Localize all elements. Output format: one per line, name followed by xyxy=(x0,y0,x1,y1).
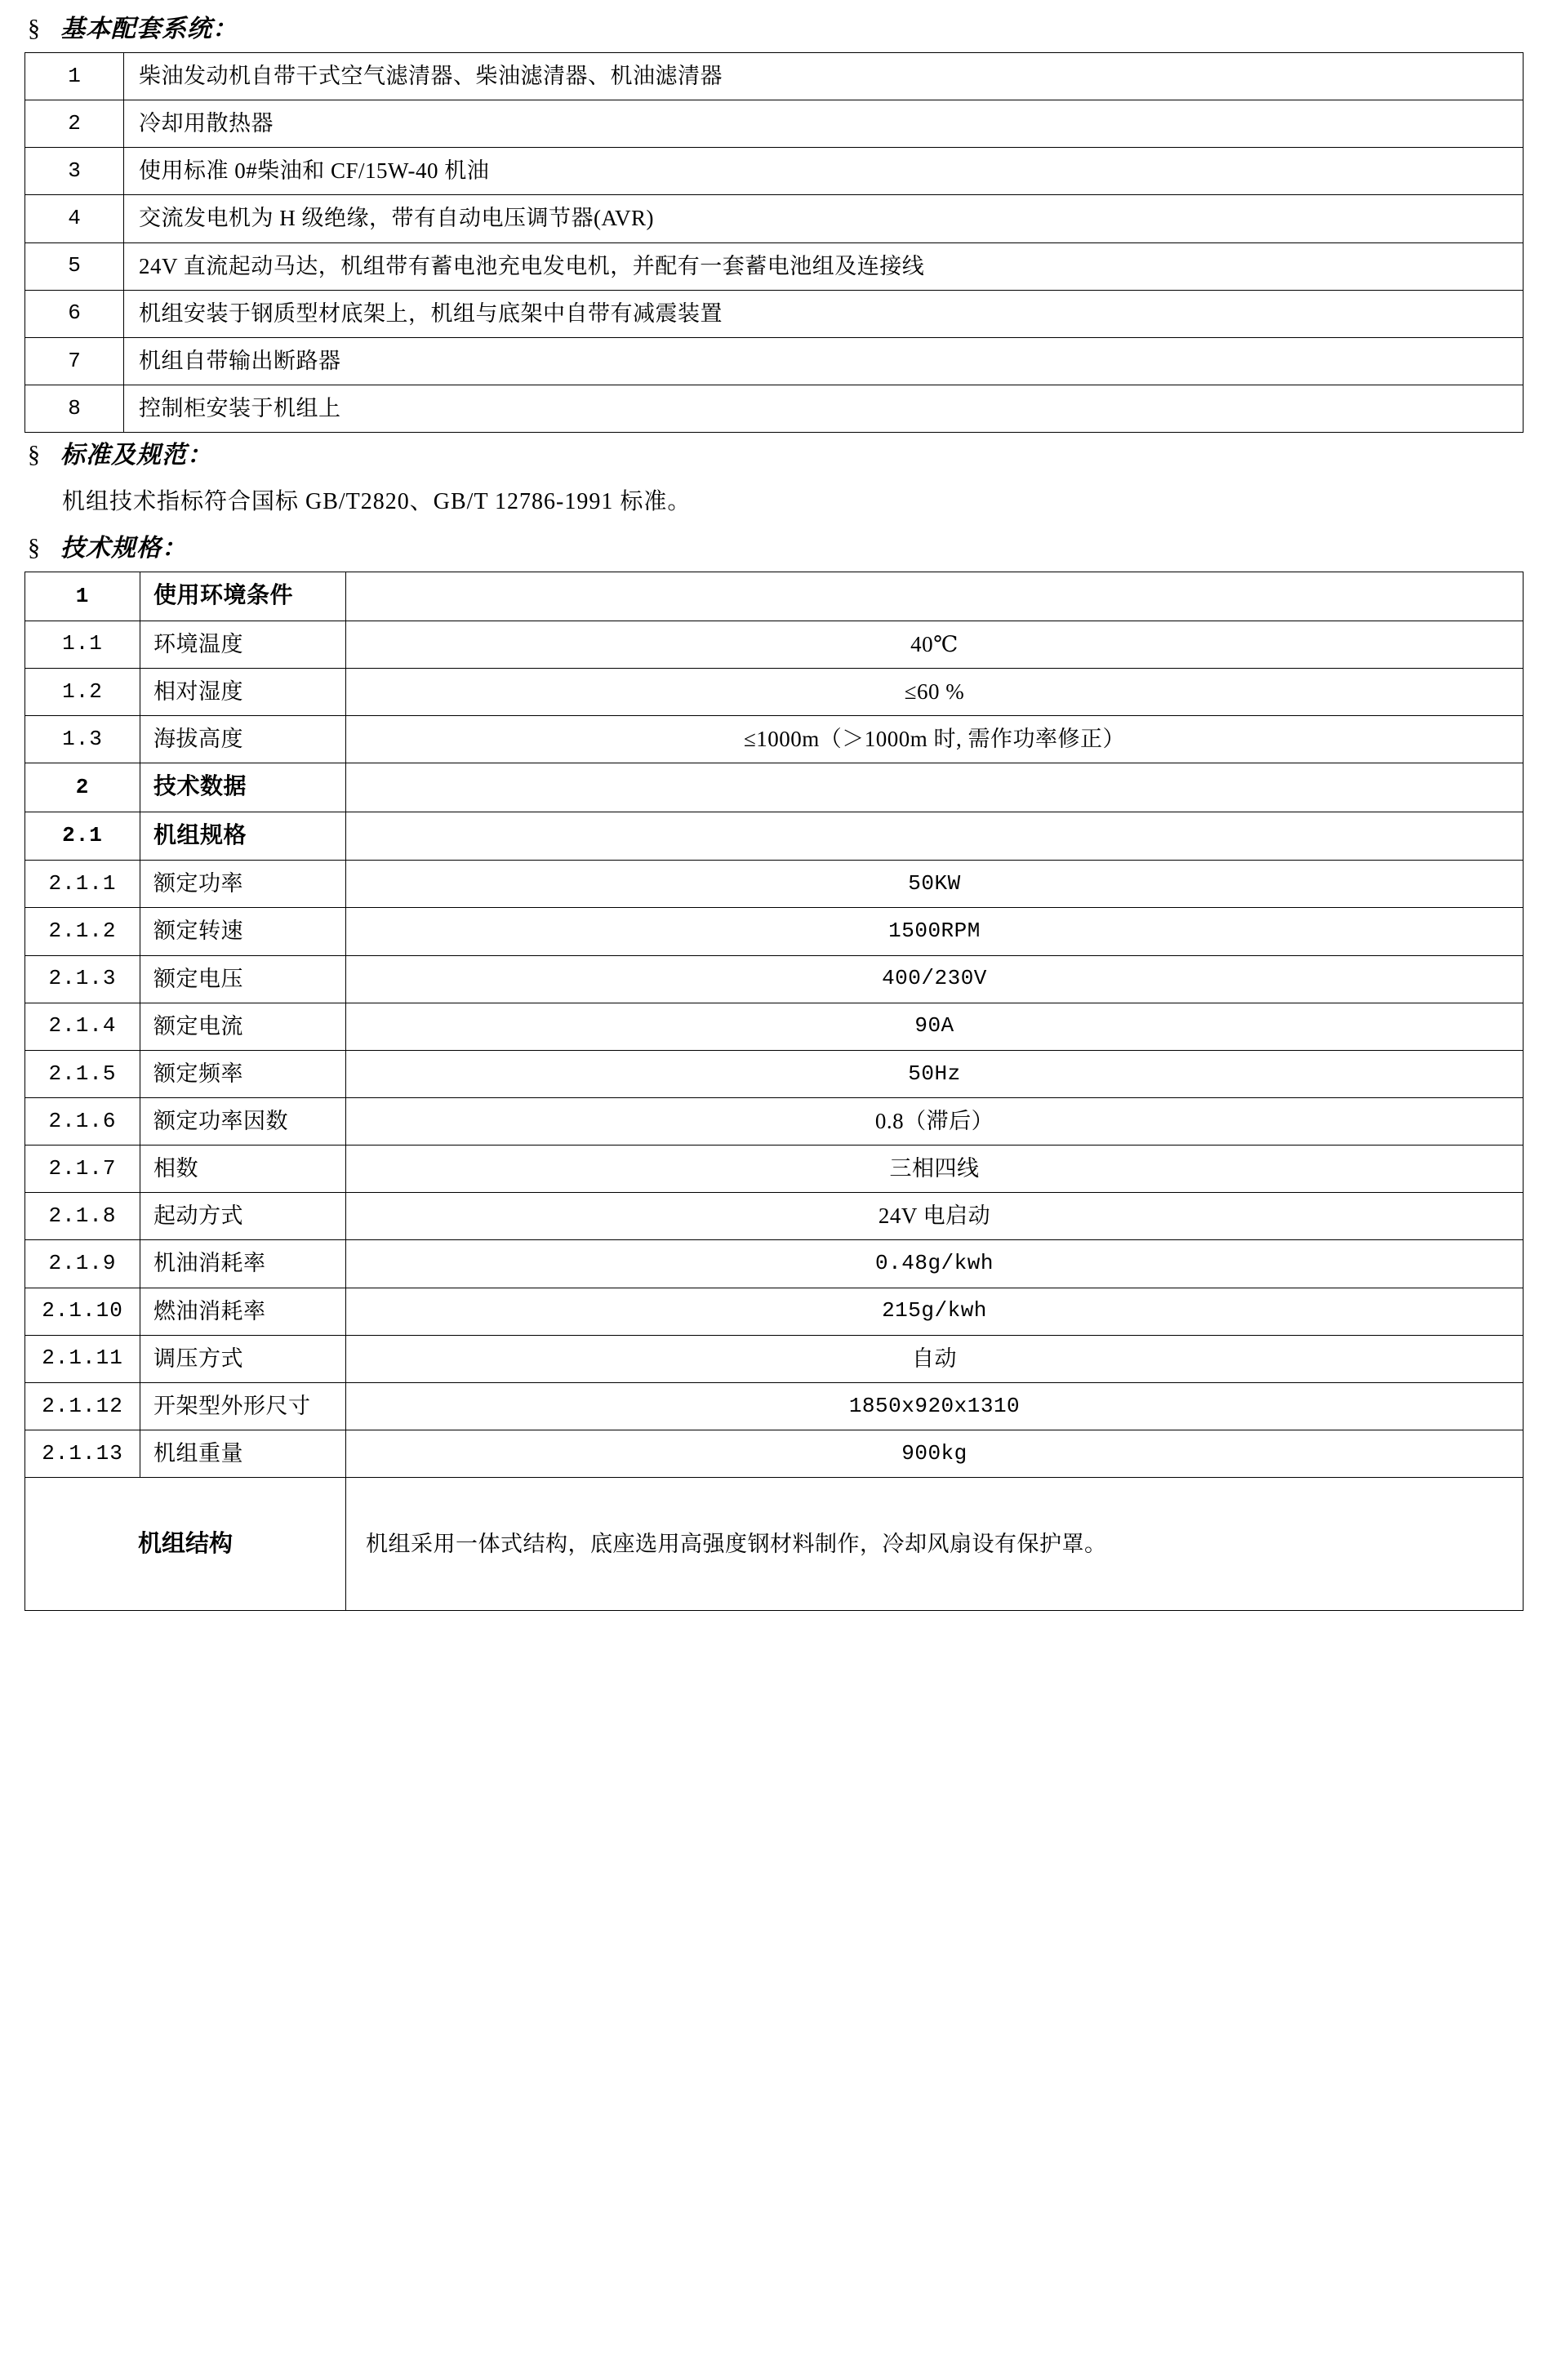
spec-value xyxy=(346,763,1524,812)
row-number: 3 xyxy=(25,148,124,195)
row-number: 4 xyxy=(25,195,124,242)
spec-value: 900kg xyxy=(346,1430,1524,1478)
row-number: 7 xyxy=(25,337,124,385)
spec-name: 海拔高度 xyxy=(140,716,346,763)
structure-text: 机组采用一体式结构，底座选用高强度钢材料制作，冷却风扇设有保护罩。 xyxy=(346,1478,1524,1611)
section-heading-basic xyxy=(24,15,1524,44)
row-text: 24V 直流起动马达，机组带有蓄电池充电发电机，并配有一套蓄电池组及连接线 xyxy=(124,242,1524,290)
spec-number: 2.1 xyxy=(25,812,140,861)
table-row xyxy=(25,621,1524,668)
spec-value: 40℃ xyxy=(346,621,1524,668)
spec-number: 2.1.6 xyxy=(25,1098,140,1146)
spec-value: 0.48g/kwh xyxy=(346,1240,1524,1288)
spec-number: 2.1.8 xyxy=(25,1193,140,1240)
spec-value: 50Hz xyxy=(346,1050,1524,1097)
table-row xyxy=(25,572,1524,621)
spec-name: 技术数据 xyxy=(140,763,346,812)
table-row xyxy=(25,1003,1524,1050)
basic-system-table xyxy=(24,52,1524,433)
spec-number: 1.2 xyxy=(25,668,140,715)
spec-name: 额定频率 xyxy=(140,1050,346,1097)
row-text: 冷却用散热器 xyxy=(124,100,1524,148)
row-number: 6 xyxy=(25,290,124,337)
spec-number: 1.3 xyxy=(25,716,140,763)
row-text: 使用标准 0#柴油和 CF/15W-40 机油 xyxy=(124,148,1524,195)
table-row xyxy=(25,1050,1524,1097)
spec-number: 2.1.10 xyxy=(25,1288,140,1335)
spec-name: 额定转速 xyxy=(140,908,346,955)
section-title-spec: 技术规格： xyxy=(60,535,187,563)
spec-name: 相对湿度 xyxy=(140,668,346,715)
table-row xyxy=(25,668,1524,715)
spec-name: 机组规格 xyxy=(140,812,346,861)
table-row xyxy=(25,1240,1524,1288)
spec-number: 1 xyxy=(25,572,140,621)
spec-name: 使用环境条件 xyxy=(140,572,346,621)
spec-name: 机油消耗率 xyxy=(140,1240,346,1288)
spec-number: 2.1.12 xyxy=(25,1382,140,1430)
spec-name: 燃油消耗率 xyxy=(140,1288,346,1335)
table-row xyxy=(25,1193,1524,1240)
spec-value: ≤1000m（＞1000m 时, 需作功率修正） xyxy=(346,716,1524,763)
spec-name: 额定电流 xyxy=(140,1003,346,1050)
table-row xyxy=(25,763,1524,812)
spec-number: 2.1.2 xyxy=(25,908,140,955)
spec-name: 起动方式 xyxy=(140,1193,346,1240)
spec-name: 额定功率因数 xyxy=(140,1098,346,1146)
row-number: 1 xyxy=(25,53,124,100)
spec-number: 2.1.3 xyxy=(25,955,140,1003)
row-number: 5 xyxy=(25,242,124,290)
spec-name: 机组重量 xyxy=(140,1430,346,1478)
spec-name: 额定功率 xyxy=(140,861,346,908)
table-row xyxy=(25,195,1524,242)
table-row xyxy=(25,290,1524,337)
table-row xyxy=(25,337,1524,385)
spec-number: 2.1.4 xyxy=(25,1003,140,1050)
section-heading-standard xyxy=(24,441,1524,470)
spec-value xyxy=(346,572,1524,621)
table-row xyxy=(25,385,1524,432)
table-row xyxy=(25,1146,1524,1193)
row-number: 8 xyxy=(25,385,124,432)
section-title-standard: 标准及规范： xyxy=(60,442,212,469)
spec-value: 自动 xyxy=(346,1335,1524,1382)
table-row xyxy=(25,1382,1524,1430)
table-row xyxy=(25,53,1524,100)
spec-value: 三相四线 xyxy=(346,1146,1524,1193)
section-marker-icon: § xyxy=(28,534,40,562)
spec-value: 50KW xyxy=(346,861,1524,908)
row-number: 2 xyxy=(25,100,124,148)
spec-value: 215g/kwh xyxy=(346,1288,1524,1335)
spec-number: 2.1.1 xyxy=(25,861,140,908)
row-text: 柴油发动机自带干式空气滤清器、柴油滤清器、机油滤清器 xyxy=(124,53,1524,100)
section-marker-icon: § xyxy=(28,15,40,42)
row-text: 机组安装于钢质型材底架上，机组与底架中自带有减震装置 xyxy=(124,290,1524,337)
spec-number: 2.1.5 xyxy=(25,1050,140,1097)
table-row xyxy=(25,716,1524,763)
spec-number: 2.1.9 xyxy=(25,1240,140,1288)
spec-value xyxy=(346,812,1524,861)
table-row xyxy=(25,1288,1524,1335)
table-row xyxy=(25,1098,1524,1146)
section-marker-icon: § xyxy=(28,441,40,469)
table-row xyxy=(25,908,1524,955)
standard-paragraph: 机组技术指标符合国标 GB/T2820、GB/T 12786-1991 标准。 xyxy=(62,489,692,515)
spec-number: 1.1 xyxy=(25,621,140,668)
spec-value: 0.8（滞后） xyxy=(346,1098,1524,1146)
spec-name: 开架型外形尺寸 xyxy=(140,1382,346,1430)
spec-value: 90A xyxy=(346,1003,1524,1050)
spec-value: ≤60 % xyxy=(346,668,1524,715)
spec-number: 2 xyxy=(25,763,140,812)
table-row xyxy=(25,1335,1524,1382)
spec-value: 400/230V xyxy=(346,955,1524,1003)
spec-number: 2.1.7 xyxy=(25,1146,140,1193)
structure-label: 机组结构 xyxy=(25,1478,346,1611)
table-row-structure xyxy=(25,1478,1524,1611)
section-heading-spec xyxy=(24,534,1524,563)
spec-name: 调压方式 xyxy=(140,1335,346,1382)
row-text: 控制柜安装于机组上 xyxy=(124,385,1524,432)
spec-value: 24V 电启动 xyxy=(346,1193,1524,1240)
table-row xyxy=(25,1430,1524,1478)
row-text: 机组自带输出断路器 xyxy=(124,337,1524,385)
table-row xyxy=(25,242,1524,290)
technical-spec-table xyxy=(24,572,1524,1611)
table-row xyxy=(25,100,1524,148)
table-row xyxy=(25,812,1524,861)
table-row xyxy=(25,148,1524,195)
spec-name: 相数 xyxy=(140,1146,346,1193)
spec-value: 1850x920x1310 xyxy=(346,1382,1524,1430)
row-text: 交流发电机为 H 级绝缘，带有自动电压调节器(AVR) xyxy=(124,195,1524,242)
spec-number: 2.1.11 xyxy=(25,1335,140,1382)
section-title-basic: 基本配套系统： xyxy=(60,16,238,42)
spec-name: 额定电压 xyxy=(140,955,346,1003)
table-row xyxy=(25,861,1524,908)
spec-name: 环境温度 xyxy=(140,621,346,668)
spec-value: 1500RPM xyxy=(346,908,1524,955)
table-row xyxy=(25,955,1524,1003)
spec-number: 2.1.13 xyxy=(25,1430,140,1478)
